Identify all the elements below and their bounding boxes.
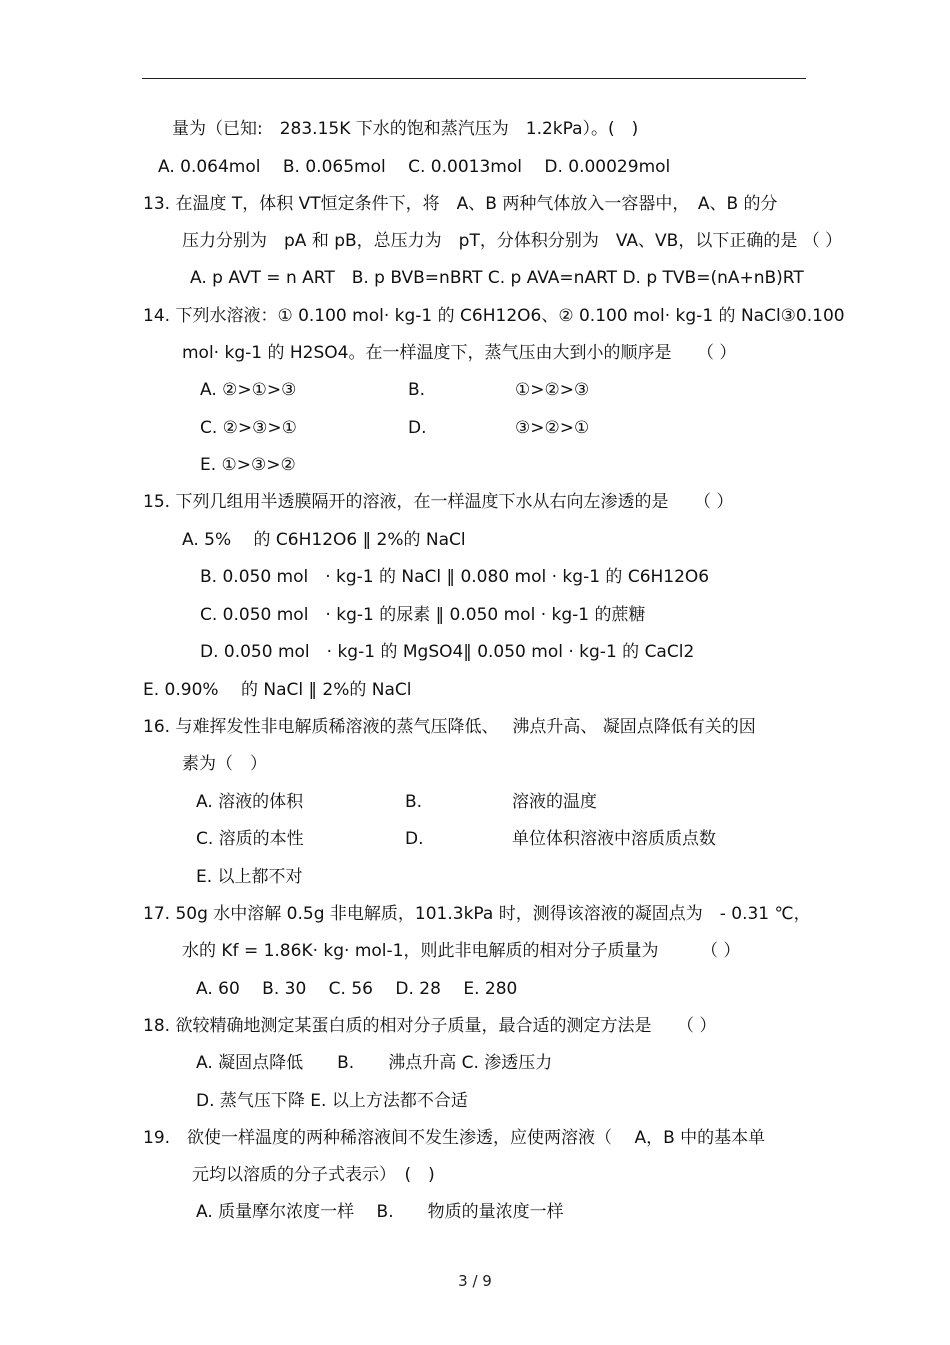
q13-stem: 13. 在温度 T，体积 VT恒定条件下，将 A、B 两种气体放入一容器中， A、B 的分: [143, 194, 778, 214]
q15-option-d: D. 0.050 mol · kg-1 的 MgSO4‖ 0.050 mol · kg-1 的 CaCl2: [200, 642, 695, 662]
q18-options-row2: D. 蒸气压下降 E. 以上方法都不合适: [196, 1091, 468, 1111]
q13-stem-cont: 压力分别为 pA 和 pB，总压力为 pT，分体积分别为 VA、VB，以下正确的是 （ ）: [182, 231, 843, 251]
q15-option-b: B. 0.050 mol · kg-1 的 NaCl ‖ 0.080 mol · kg-1 的 C6H12O6: [200, 567, 710, 587]
q14-option-a: A. ②>①>③: [200, 380, 297, 400]
q15-option-a: A. 5% 的 C6H12O6 ‖ 2%的 NaCl: [182, 530, 466, 550]
q13-options: A. p AVT = n ART B. p BVB=nBRT C. p AVA=nART D. p TVB=(nA+nB)RT: [190, 268, 804, 288]
q19-stem-cont: 元均以溶质的分子式表示） ( ): [192, 1165, 435, 1185]
q16-option-d-text: 单位体积溶液中溶质质点数: [512, 829, 716, 849]
q14-option-e: E. ①>③>②: [200, 455, 296, 475]
q14-option-c: C. ②>③>①: [200, 418, 297, 438]
q17-stem: 17. 50g 水中溶解 0.5g 非电解质，101.3kPa 时，测得该溶液的凝固点为 - 0.31 ℃，: [143, 904, 811, 924]
q14-option-d-text: ③>②>①: [515, 418, 590, 438]
q14-option-b-text: ①>②>③: [515, 380, 590, 400]
q18-options-row1: A. 凝固点降低 B. 沸点升高 C. 渗透压力: [196, 1053, 553, 1073]
q17-options: A. 60 B. 30 C. 56 D. 28 E. 280: [196, 979, 518, 999]
q18-stem: 18. 欲较精确地测定某蛋白质的相对分子质量，最合适的测定方法是 （ ）: [143, 1016, 717, 1036]
page-number: 3 / 9: [458, 1272, 492, 1290]
q15-option-c: C. 0.050 mol · kg-1 的尿素 ‖ 0.050 mol · kg-1 的蔗糖: [200, 605, 646, 625]
q16-option-d-label: D.: [405, 829, 424, 849]
q15-stem: 15. 下列几组用半透膜隔开的溶液，在一样温度下水从右向左渗透的是 （ ）: [143, 492, 734, 512]
q16-option-c: C. 溶质的本性: [196, 829, 304, 849]
q16-option-a: A. 溶液的体积: [196, 792, 304, 812]
q15-option-e: E. 0.90% 的 NaCl ‖ 2%的 NaCl: [143, 680, 412, 700]
q12-stem-cont: 量为（已知: 283.15K 下水的饱和蒸汽压为 1.2kPa）。( ): [172, 119, 639, 139]
q16-option-e: E. 以上都不对: [196, 867, 303, 887]
q16-stem-cont: 素为（ ）: [182, 754, 267, 774]
q14-option-b-label: B.: [408, 380, 426, 400]
q16-option-b-label: B.: [405, 792, 423, 812]
q14-option-d-label: D.: [408, 418, 427, 438]
q19-stem: 19. 欲使一样温度的两种稀溶液间不发生渗透，应使两溶液（ A，B 中的基本单: [143, 1128, 766, 1148]
q17-stem-cont: 水的 Kf = 1.86K· kg· mol-1，则此非电解质的相对分子质量为 （ ）: [182, 941, 741, 961]
q16-option-b-text: 溶液的温度: [512, 792, 597, 812]
q14-stem-cont: mol· kg-1 的 H2SO4。在一样温度下，蒸气压由大到小的顺序是 （ ）: [182, 343, 737, 363]
q14-stem: 14. 下列水溶液：① 0.100 mol· kg-1 的 C6H12O6、② 0.100 mol· kg-1 的 NaCl③0.100: [143, 306, 845, 326]
header-rule: [142, 78, 806, 79]
q12-options: A. 0.064mol B. 0.065mol C. 0.0013mol D. 0.00029mol: [158, 157, 671, 177]
q16-stem: 16. 与难挥发性非电解质稀溶液的蒸气压降低、 沸点升高、 凝固点降低有关的因: [143, 717, 756, 737]
q19-options: A. 质量摩尔浓度一样 B. 物质的量浓度一样: [196, 1202, 564, 1222]
